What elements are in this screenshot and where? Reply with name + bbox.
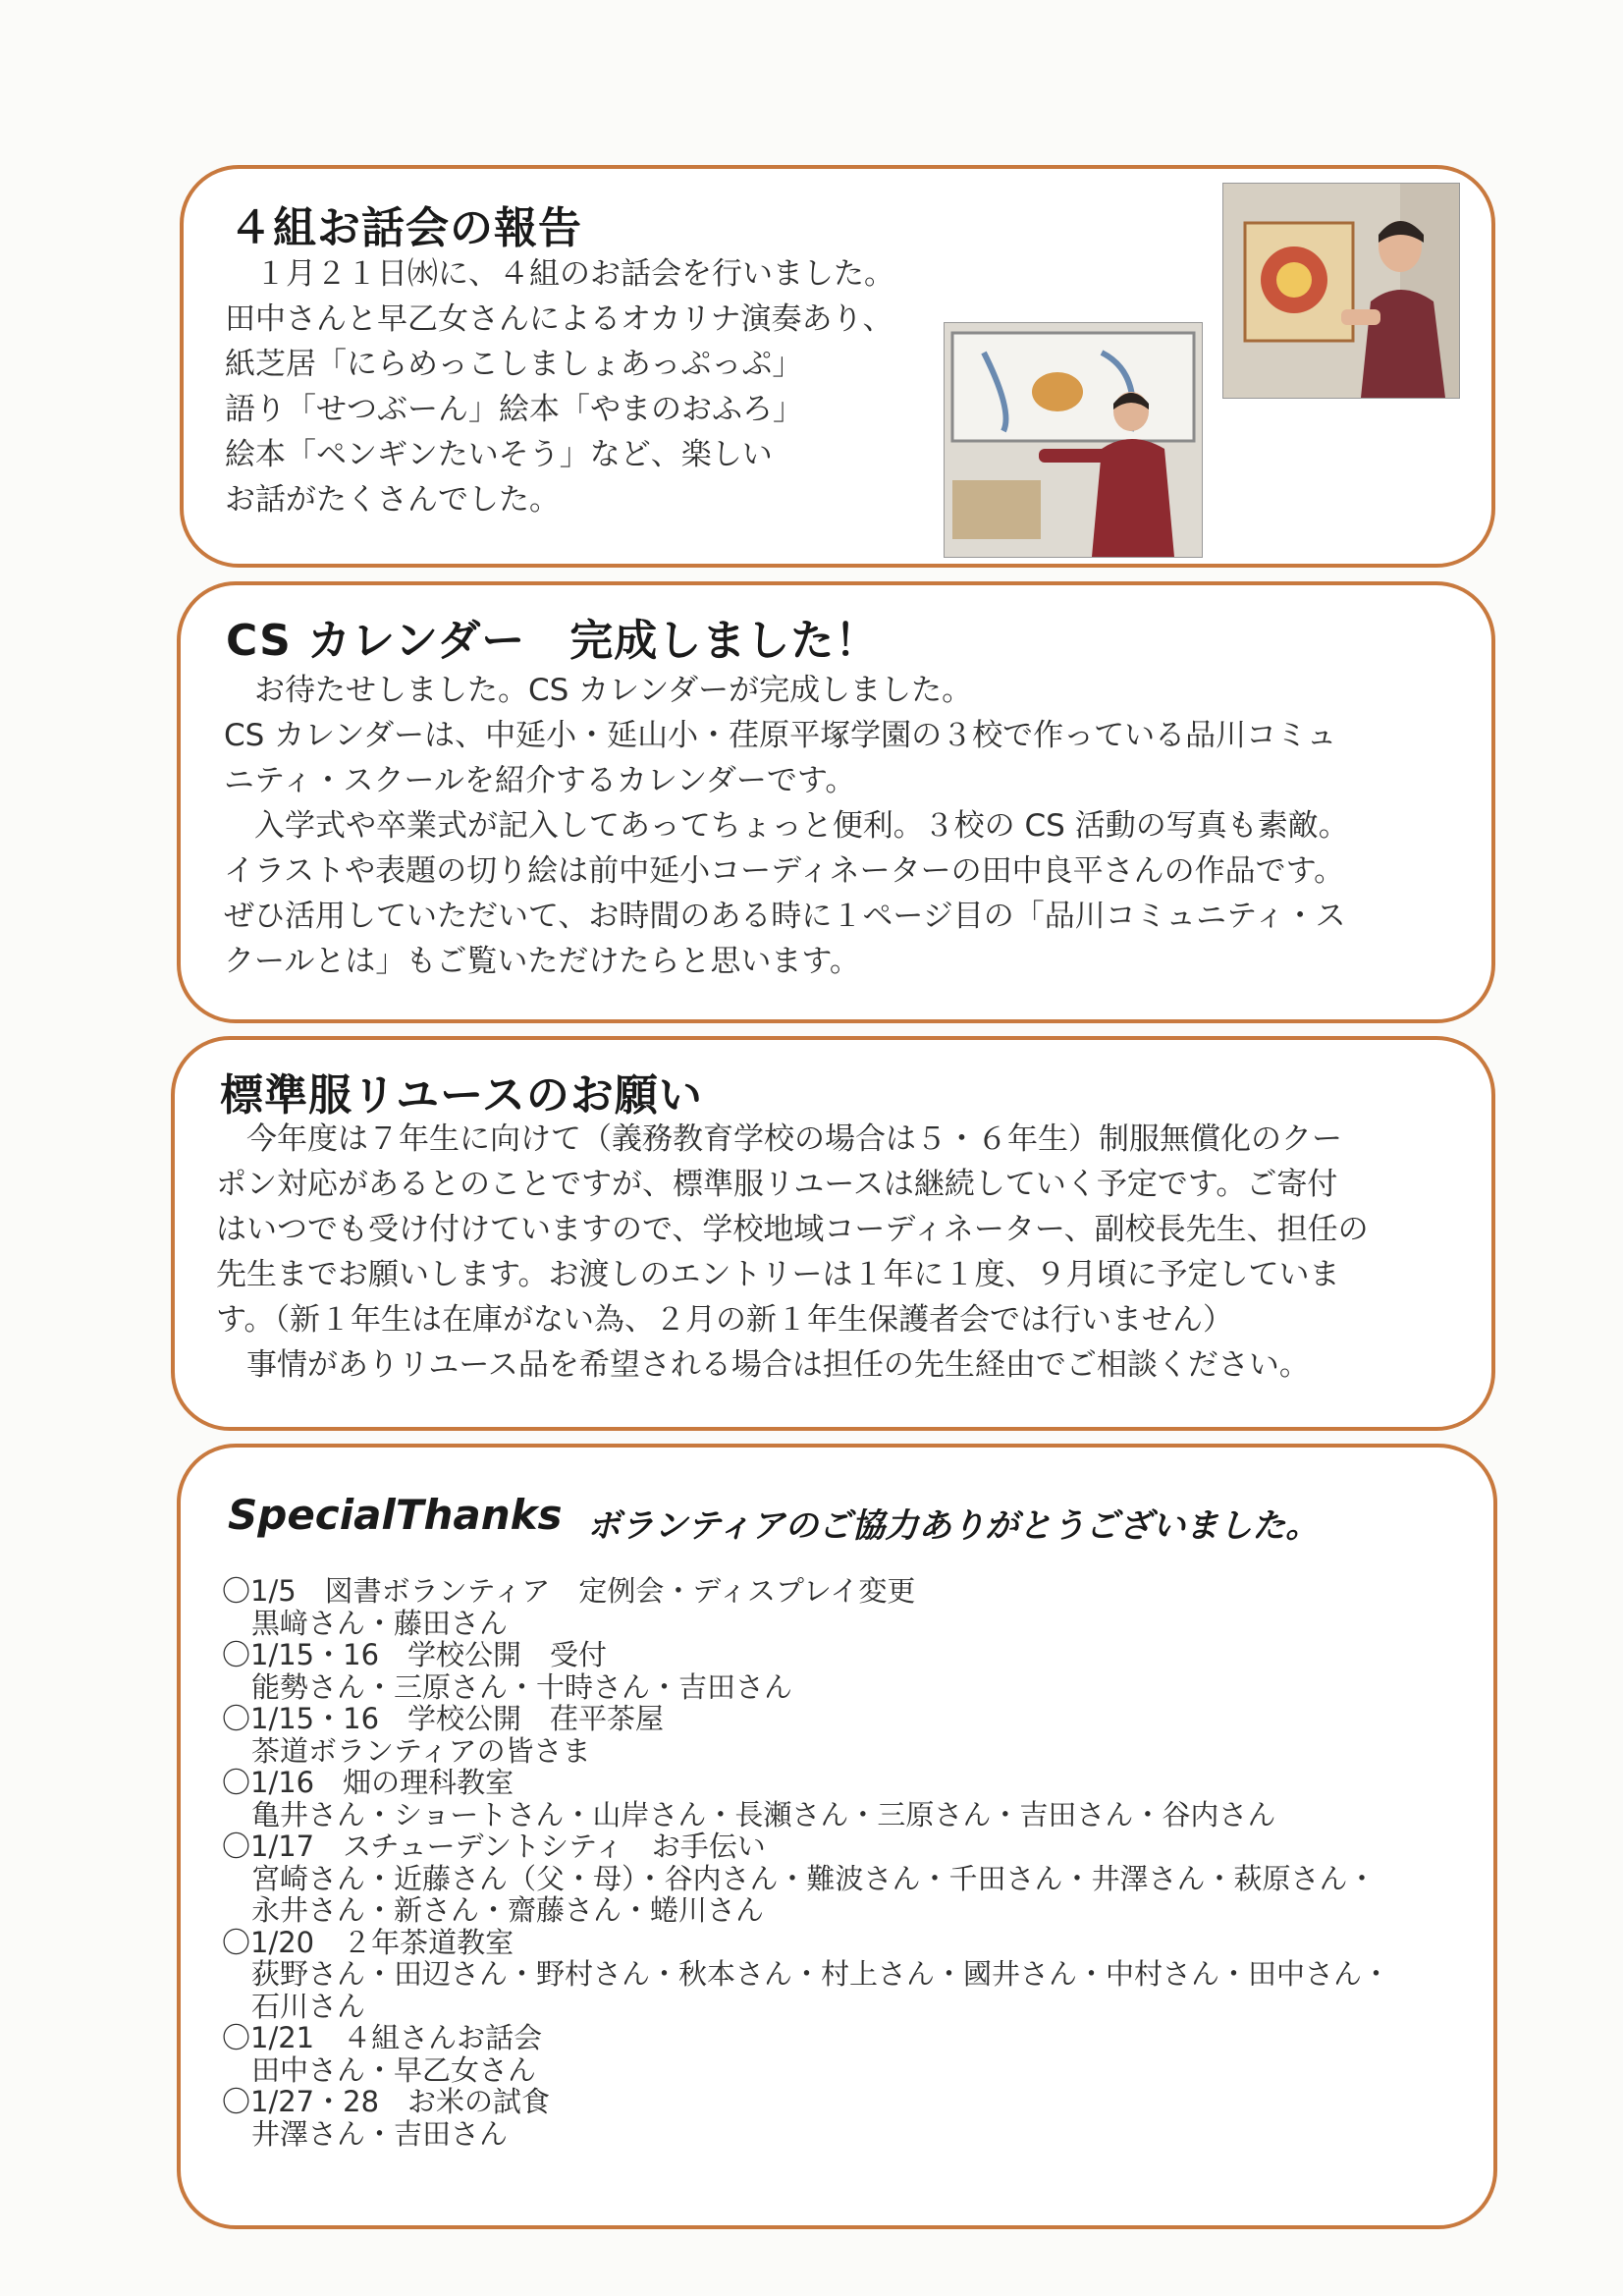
calendar-line: クールとは」もご覧いただけたらと思います。 — [224, 944, 860, 979]
volunteer-list — [222, 1575, 1459, 2150]
entry-names: 井澤さん・吉田さん — [251, 2116, 509, 2151]
entry-names: 亀井さん・ショートさん・山岸さん・長瀬さん・三原さん・吉田さん・谷内さん — [251, 1797, 1276, 1831]
uniform-line: 先生までお願いします。お渡しのエントリーは１年に１度、９月頃に予定していま — [216, 1257, 1340, 1292]
uniform-line: はいつでも受け付けていますので、学校地域コーディネーター、副校長先生、担任の — [216, 1212, 1369, 1247]
list-item — [222, 1639, 1459, 1703]
entry-heading: 〇1/15・16 学校公開 荏平茶屋 — [222, 1702, 665, 1735]
list-item — [222, 1575, 1459, 1639]
list-item — [222, 1703, 1459, 1767]
calendar-line: CS カレンダーは、中延小・延山小・荏原平塚学園の３校で作っている品川コミュ — [224, 718, 1337, 753]
entry-names: 宮崎さん・近藤さん（父・母）・谷内さん・難波さん・千田さん・井澤さん・萩原さん・ — [251, 1861, 1377, 1895]
uniform-title: 標準服リユースのお願い — [220, 1070, 703, 1121]
entry-names: 田中さん・早乙女さん — [251, 2052, 537, 2087]
thanks-section — [177, 1444, 1497, 2229]
storyteller-photo — [1222, 183, 1460, 399]
entry-names: 石川さん — [251, 1989, 366, 2023]
report-line: 絵本「ペンギンたいそう」など、楽しい — [225, 437, 773, 472]
uniform-line: す。（新１年生は在庫がない為、２月の新１年生保護者会では行いません） — [216, 1302, 1234, 1338]
uniform-section — [171, 1036, 1495, 1431]
report-line: 紙芝居「にらめっこしましょあっぷっぷ」 — [225, 347, 803, 382]
calendar-body — [224, 668, 1461, 984]
uniform-line: 事情がありリユース品を希望される場合は担任の先生経由でご相談ください。 — [216, 1347, 1310, 1383]
calendar-line: ぜひ活用していただいて、お時間のある時に１ページ目の「品川コミュニティ・ス — [224, 899, 1346, 934]
list-item — [222, 1767, 1459, 1831]
uniform-line: 今年度は７年生に向けて（義務教育学校の場合は５・６年生）制服無償化のクー — [216, 1121, 1342, 1157]
entry-names: 黒﨑さん・藤田さん — [251, 1606, 509, 1640]
entry-heading: 〇1/20 ２年茶道教室 — [222, 1925, 514, 1959]
calendar-title: CS カレンダー 完成しました！ — [226, 616, 880, 666]
list-item — [222, 2022, 1459, 2086]
list-item — [222, 2086, 1459, 2150]
calendar-line: ニティ・スクールを紹介するカレンダーです。 — [224, 763, 856, 798]
entry-heading: 〇1/21 ４組さんお話会 — [222, 2021, 543, 2054]
report-line: 田中さんと早乙女さんによるオカリナ演奏あり、 — [225, 301, 893, 337]
calendar-line: イラストや表題の切り絵は前中延小コーディネーターの田中良平さんの作品です。 — [224, 853, 1345, 889]
entry-names: 能勢さん・三原さん・十時さん・吉田さん — [251, 1669, 793, 1704]
report-line: 語り「せつぶーん」絵本「やまのおふろ」 — [225, 392, 803, 427]
thanks-subtitle: ボランティアのご協力ありがとうございました。 — [587, 1506, 1320, 1546]
list-item — [222, 1831, 1459, 1927]
entry-heading: 〇1/27・28 お米の試食 — [222, 2085, 551, 2118]
report-line: １月２１日㈬に、４組のお話会を行いました。 — [225, 256, 894, 292]
entry-heading: 〇1/15・16 学校公開 受付 — [222, 1638, 608, 1671]
entry-heading: 〇1/17 スチューデントシティ お手伝い — [222, 1830, 766, 1863]
entry-heading: 〇1/5 図書ボランティア 定例会・ディスプレイ変更 — [222, 1574, 916, 1608]
report-body — [225, 251, 971, 522]
report-title: ４組お話会の報告 — [229, 203, 582, 253]
entry-heading: 〇1/16 畑の理科教室 — [222, 1766, 514, 1799]
list-item — [222, 1927, 1459, 2023]
entry-names: 荻野さん・田辺さん・野村さん・秋本さん・村上さん・國井さん・中村さん・田中さん・ — [251, 1957, 1391, 1991]
calendar-line: お待たせしました。CS カレンダーが完成しました。 — [224, 673, 973, 708]
entry-names: 茶道ボランティアの皆さま — [251, 1733, 591, 1768]
uniform-body — [216, 1117, 1463, 1388]
kamishibai-photo — [944, 322, 1203, 558]
kamishibai-illustration — [945, 323, 1202, 557]
storyteller-illustration — [1223, 184, 1459, 398]
thanks-title: SpecialThanks — [228, 1491, 563, 1539]
uniform-line: ポン対応があるとのことですが、標準服リユースは継続していく予定です。ご寄付 — [216, 1167, 1338, 1202]
entry-names: 永井さん・新さん・齋藤さん・蜷川さん — [251, 1893, 765, 1927]
report-line: お話がたくさんでした。 — [225, 482, 560, 518]
calendar-section — [177, 581, 1495, 1023]
calendar-line: 入学式や卒業式が記入してあってちょっと便利。３校の CS 活動の写真も素敵。 — [224, 808, 1349, 844]
